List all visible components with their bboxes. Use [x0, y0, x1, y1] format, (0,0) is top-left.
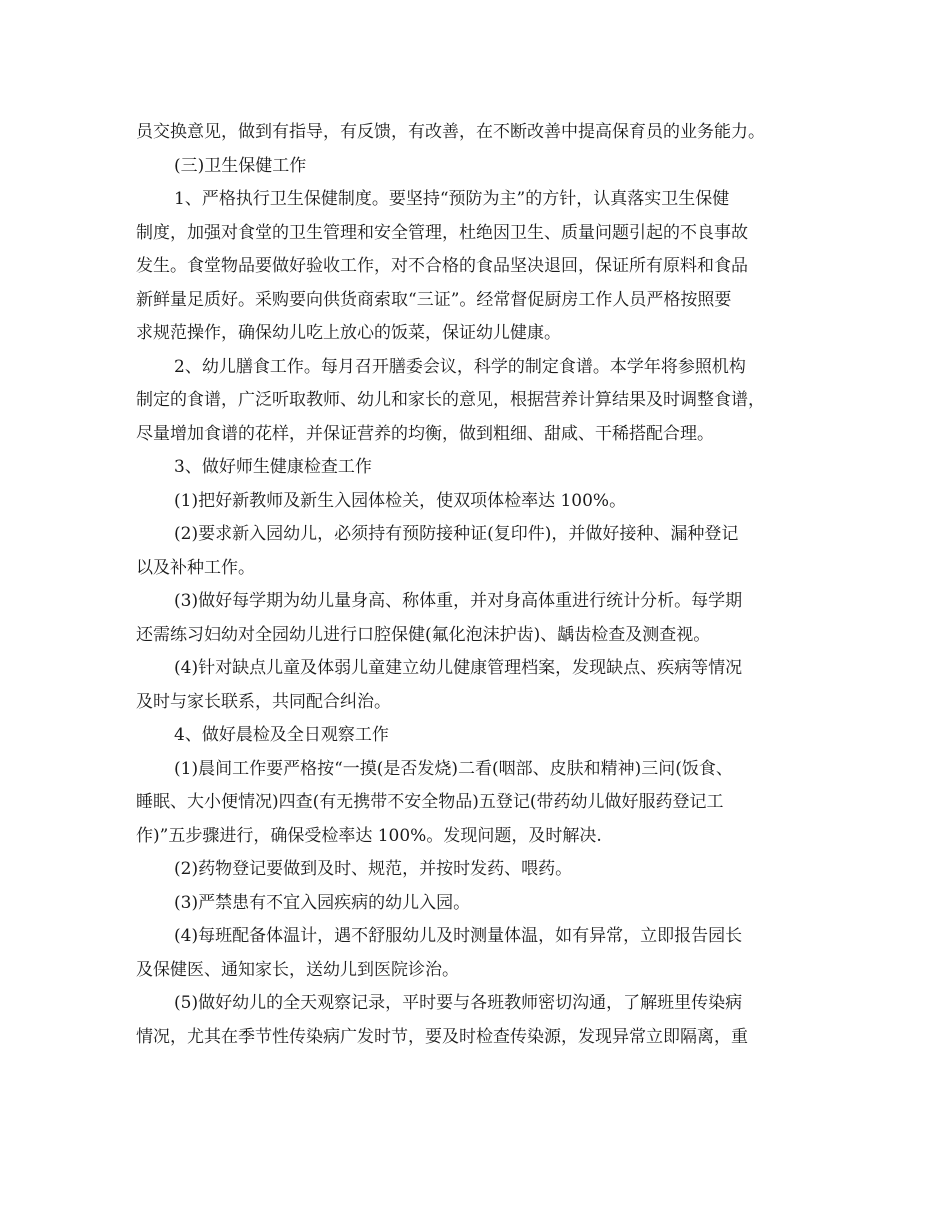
text-line: 4、做好晨检及全日观察工作: [174, 725, 389, 745]
text-line: (1)把好新教师及新生入园体检关，使双项体检率达 100%。: [174, 490, 627, 511]
text-line: 员交换意见，做到有指导，有反馈，有改善，在不断改善中提高保育员的业务能力。: [136, 122, 765, 142]
text-line: 作)”五步骤进行，确保受检率达 100%。发现问题，及时解决.: [136, 825, 602, 846]
text-line: 制度，加强对食堂的卫生管理和安全管理，杜绝因卫生、质量问题引起的不良事故: [136, 222, 748, 243]
text-line: (4)每班配备体温计，遇不舒服幼儿及时测量体温，如有异常，立即报告园长: [174, 926, 743, 946]
text-line: 睡眠、大小便情况)四查(有无携带不安全物品)五登记(带药幼儿做好服药登记工: [136, 792, 724, 812]
document-body: [136, 116, 820, 1054]
text-line: 及时与家长联系，共同配合纠治。: [136, 691, 391, 712]
text-line: (2)药物登记要做到及时、规范，并按时发药、喂药。: [174, 859, 573, 879]
text-line: 及保健医、通知家长，送幼儿到医院诊治。: [136, 959, 459, 980]
text-line: 发生。食堂物品要做好验收工作，对不合格的食品坚决退回，保证所有原料和食品: [136, 256, 748, 276]
text-line: 尽量增加食谱的花样，并保证营养的均衡，做到粗细、甜咸、干稀搭配合理。: [136, 423, 714, 444]
text-line: (3)严禁患有不宜入园疾病的幼儿入园。: [174, 892, 471, 913]
text-line: 以及补种工作。: [136, 557, 255, 578]
text-line: 制定的食谱，广泛听取教师、幼儿和家长的意见，根据营养计算结果及时调整食谱，: [136, 390, 765, 410]
text-line: 3、做好师生健康检查工作: [174, 457, 372, 477]
text-line: 情况，尤其在季节性传染病广发时节，要及时检查传染源，发现异常立即隔离，重: [136, 1026, 748, 1047]
text-line: (4)针对缺点儿童及体弱儿童建立幼儿健康管理档案，发现缺点、疾病等情况: [174, 658, 743, 678]
text-line: (5)做好幼儿的全天观察记录，平时要与各班教师密切沟通，了解班里传染病: [174, 993, 743, 1013]
text-line: 1、严格执行卫生保健制度。要坚持“预防为主”的方针，认真落实卫生保健: [174, 189, 730, 209]
text-line: (1)晨间工作要严格按“一摸(是否发烧)二看(咽部、皮肤和精神)三问(饭食、: [174, 758, 733, 779]
text-line: 2、幼儿膳食工作。每月召开膳委会议，科学的制定食谱。本学年将参照机构: [174, 356, 746, 377]
text-line: (2)要求新入园幼儿，必须持有预防接种证(复印件)，并做好接种、漏种登记: [174, 524, 739, 544]
text-line: 求规范操作，确保幼儿吃上放心的饭菜，保证幼儿健康。: [136, 323, 561, 343]
text-line: 新鲜量足质好。采购要向供货商索取“三证”。经常督促厨房工作人员严格按照要: [136, 289, 732, 310]
text-line: 还需练习妇幼对全园幼儿进行口腔保健(氟化泡沫护齿)、龋齿检查及测查视。: [136, 624, 711, 645]
text-line: (三)卫生保健工作: [174, 155, 307, 176]
text-line: (3)做好每学期为幼儿量身高、称体重，并对身高体重进行统计分析。每学期: [174, 591, 743, 611]
